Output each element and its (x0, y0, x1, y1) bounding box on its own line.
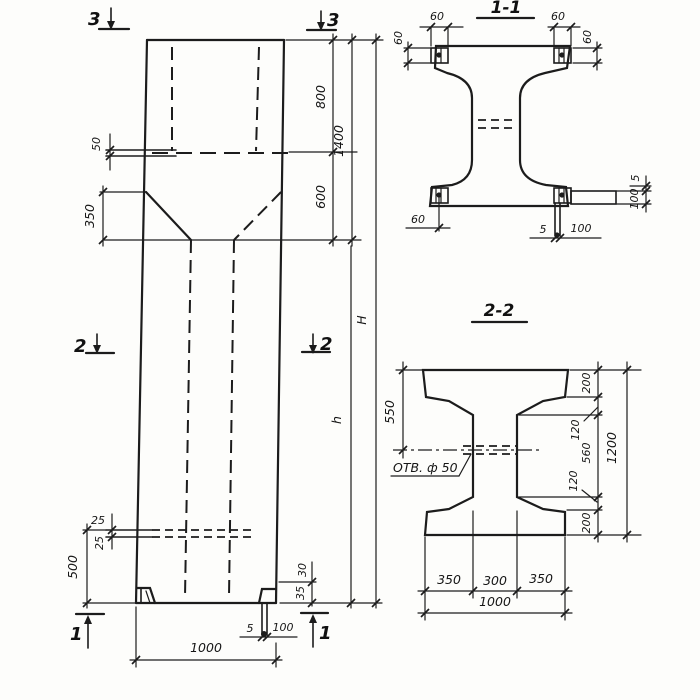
dim-5-label: 5 (246, 622, 254, 635)
dim-1400-label: 1400 (331, 125, 346, 157)
section-2-2-left-dimension (382, 362, 423, 458)
dim-560-label: 560 (580, 442, 593, 464)
dim-600-label: 600 (313, 185, 328, 209)
dim-1000-2-label: 1000 (479, 594, 511, 609)
marker-1-right (301, 613, 332, 647)
base-hole-lines (106, 530, 254, 537)
marker-1-right-label: 1 (319, 623, 332, 644)
dim-120-bottom-label: 120 (567, 470, 580, 492)
section-1-1-hole-dashes (478, 120, 516, 128)
dim-h-label: h (329, 416, 344, 424)
dim-25b-label: 25 (93, 536, 106, 550)
dim-H-label: H (354, 315, 369, 325)
marker-3-left-label: 3 (88, 9, 101, 30)
elevation-view (65, 8, 383, 667)
dim-100-bottom-label: 100 (570, 222, 592, 235)
marker-2-right (302, 334, 333, 355)
column-outline (136, 40, 284, 603)
section-1-1-outline (430, 46, 570, 206)
dim-200-top-label: 200 (580, 372, 593, 394)
section-2-2-title: 2-2 (483, 301, 515, 321)
dim-350-right-label: 350 (529, 571, 553, 586)
section-2-2-outline (423, 370, 568, 535)
hidden-core-lines (106, 47, 289, 156)
marker-3-right-label: 3 (327, 10, 340, 31)
dim-800-label: 800 (313, 85, 328, 109)
section-1-1-title: 1-1 (490, 0, 522, 18)
dim-1000-label: 1000 (190, 640, 222, 655)
dim-500-label: 500 (65, 555, 80, 579)
dim-50-label: 50 (90, 137, 103, 151)
section-1-1-view (392, 0, 651, 242)
dim-300-label: 300 (483, 573, 507, 588)
marker-3-left (88, 8, 129, 30)
dim-550-label: 550 (382, 400, 397, 424)
hole-label: ОТВ. ф 50 (393, 460, 458, 475)
dim-5-right-label: 5 (629, 174, 642, 182)
section-markers (70, 8, 340, 648)
hidden-web-lines (185, 240, 234, 597)
dim-1200-label: 1200 (604, 432, 619, 464)
dim-60-top-right-label: 60 (551, 10, 565, 23)
dim-60-left-label: 60 (392, 31, 405, 45)
dim-60-top-left-label: 60 (430, 10, 444, 23)
dim-60-right-label: 60 (581, 30, 594, 44)
marker-2-left (74, 334, 114, 357)
marker-2-right-label: 2 (320, 334, 333, 355)
section-2-2-bottom-dimensions (418, 511, 572, 620)
dim-100-right-label: 100 (628, 188, 641, 210)
marker-3-right (307, 10, 340, 31)
elevation-right-dimensions (280, 34, 383, 608)
section-1-1-dimensions (392, 10, 651, 242)
dim-25a-label: 25 (91, 514, 105, 527)
marker-1-left-label: 1 (70, 624, 83, 645)
elevation-bottom-dimensions (130, 562, 316, 667)
dim-350-label: 350 (82, 204, 97, 228)
dim-350-left-label: 350 (437, 572, 461, 587)
dim-100-label: 100 (272, 621, 294, 634)
base-feet (137, 588, 276, 637)
marker-1-left (70, 614, 104, 648)
dim-5-bottom-label: 5 (539, 223, 547, 236)
dim-120-top-label: 120 (569, 419, 582, 441)
dim-200-bottom-label: 200 (580, 512, 593, 534)
marker-2-left-label: 2 (74, 336, 87, 357)
section-2-2-right-dimensions (519, 362, 641, 542)
dim-35-label: 35 (294, 586, 307, 600)
dim-60-bottom-label: 60 (411, 213, 425, 226)
section-2-2-view (382, 301, 641, 620)
dim-30-label: 30 (296, 563, 309, 577)
